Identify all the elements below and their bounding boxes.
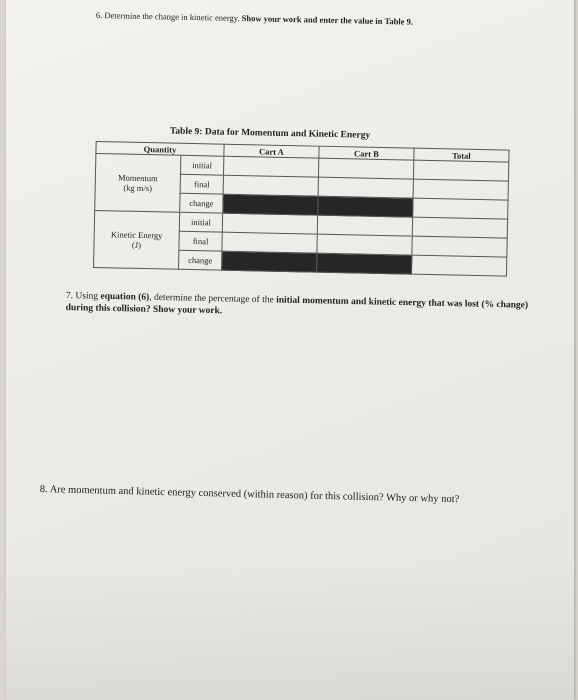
- cell-ke-final-b[interactable]: [317, 234, 412, 255]
- cell-momentum-change-total[interactable]: [413, 198, 508, 219]
- worksheet-page: [6, 0, 574, 700]
- question-6-bold-text: Show your work: [241, 13, 302, 25]
- row-label-change: change: [180, 193, 223, 213]
- ke-label-line2: (J): [131, 239, 142, 250]
- question-7-text-c: , determine the percentage of the: [149, 292, 274, 306]
- cell-ke-initial-a[interactable]: [222, 213, 317, 234]
- header-cart-b: Cart B: [319, 146, 414, 160]
- cell-ke-initial-total[interactable]: [412, 217, 507, 238]
- question-7-number: 7.: [65, 290, 74, 302]
- row-label-final: final: [180, 174, 223, 194]
- cell-momentum-change-a-blocked: [223, 194, 318, 215]
- cell-momentum-initial-total[interactable]: [413, 160, 508, 181]
- cell-ke-initial-b[interactable]: [317, 215, 412, 236]
- table-title: Table 9: Data for Momentum and Kinetic Energy: [169, 126, 371, 141]
- header-cart-a: Cart A: [224, 144, 319, 158]
- momentum-label-line1: Momentum: [117, 172, 158, 184]
- momentum-label: [95, 154, 181, 213]
- cell-ke-change-total[interactable]: [411, 255, 506, 276]
- cell-momentum-change-b-blocked: [318, 196, 413, 217]
- header-quantity: Quantity: [96, 142, 224, 157]
- question-8-text: Are momentum and kinetic energy conserved (within reason) for this collision? Why or why not?: [49, 484, 460, 506]
- question-6-rest: and enter the value in: [303, 14, 383, 26]
- question-6-number: 6.: [95, 10, 103, 21]
- question-6-table-ref: Table 9.: [384, 16, 414, 27]
- cell-momentum-final-a[interactable]: [223, 175, 318, 196]
- question-7-equation: equation (6): [100, 291, 150, 303]
- cell-momentum-initial-a[interactable]: [223, 156, 318, 177]
- cell-ke-final-total[interactable]: [412, 236, 507, 257]
- momentum-label-line2: (kg m/s): [123, 182, 153, 194]
- question-7: [65, 290, 535, 324]
- question-7-text-a: Using: [75, 291, 99, 302]
- cell-ke-change-a-blocked: [221, 251, 316, 272]
- question-8: [40, 483, 530, 508]
- page-shadow: [6, 560, 574, 700]
- cell-momentum-final-total[interactable]: [413, 179, 508, 200]
- table-9: [93, 125, 510, 277]
- header-total: Total: [414, 148, 509, 162]
- row-label-initial: initial: [180, 155, 223, 175]
- question-7-text-d: initial momentum and kinetic energy that was lost (% change) during this collision? Show your work.: [65, 295, 529, 317]
- row-label-change: change: [178, 250, 221, 270]
- row-label-final: final: [179, 231, 222, 251]
- question-8-number: 8.: [39, 483, 48, 496]
- kinetic-energy-label: [94, 210, 180, 269]
- cell-momentum-initial-b[interactable]: [318, 158, 413, 179]
- question-6-text: Determine the change in kinetic energy.: [104, 10, 240, 24]
- cell-momentum-final-b[interactable]: [318, 177, 413, 198]
- question-6: [96, 10, 566, 30]
- row-label-initial: initial: [179, 212, 222, 232]
- data-table: [93, 141, 510, 277]
- cell-ke-change-b-blocked: [316, 253, 411, 274]
- ke-label-line1: Kinetic Energy: [110, 229, 163, 241]
- cell-ke-final-a[interactable]: [222, 232, 317, 253]
